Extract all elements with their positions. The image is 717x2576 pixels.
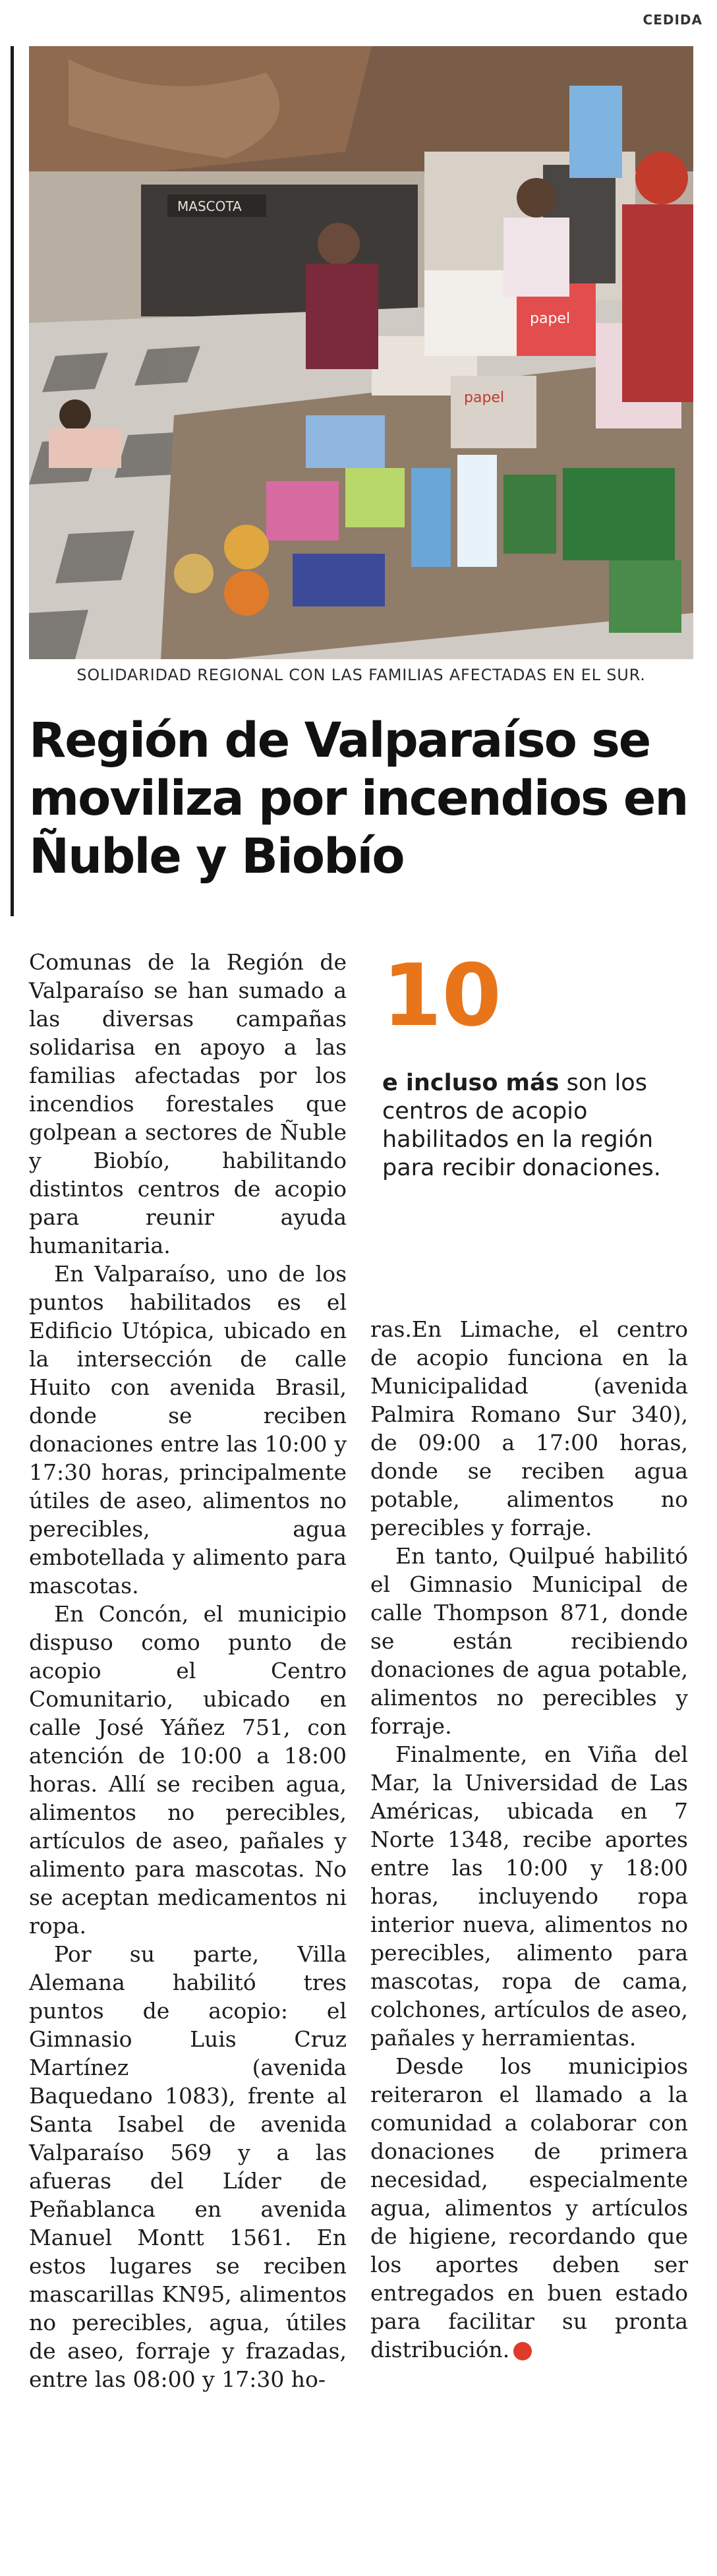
last-paragraph (370, 2052, 688, 2364)
paragraph-text: Desde los municipios reiteraron el llamado a la comunidad a colaborar con donaciones de primera necesidad, especialmente agua, alimentos y artículos de higiene, recordando que los aportes deben ser entregados en buen estado para facilitar su pronta distribución. (370, 2053, 688, 2362)
paragraph: Por su parte, Villa Alemana habilitó tres puntos de acopio: el Gimnasio Luis Cruz Martínez (avenida Baquedano 1083), frente al Santa Isabel de avenida Valparaíso 569 y a las afueras del Líder de Peñablanca en avenida Manuel Montt 1561. En estos lugares se reciben mascarillas KN95, alimentos no perecibles, agua, útiles de aseo, forraje y frazadas, entre las 08:00 y 17:30 ho- (29, 1941, 347, 2392)
column-rule (11, 46, 14, 916)
stat-text: son los centros de acopio habilitados en la región para recibir donaciones. (382, 1070, 661, 1181)
donation-center-illustration (29, 46, 693, 659)
paragraph: En Valparaíso, uno de los puntos habilitados es el Edificio Utópica, ubicado en la intersección de calle Huito con avenida Brasil, donde se reciben donaciones entre las 10:00 y 17:30 horas, principalmente útiles de aseo, alimentos no perecibles, agua embotellada y alimento para mascotas. (29, 1261, 347, 1598)
stat-lead: e incluso más (382, 1070, 559, 1096)
end-of-article-icon: ✪ (513, 2342, 532, 2360)
stat-description (382, 1069, 692, 1183)
photo-caption: SOLIDARIDAD REGIONAL CON LAS FAMILIAS AFECTADAS EN EL SUR. (76, 666, 646, 684)
article-column-1 (29, 948, 347, 2393)
paragraph: Comunas de la Región de Valparaíso se han sumado a las diversas campañas solidarisa en apoyo a las familias afectadas por los incendios forestales que golpean a sectores de Ñuble y Biobío, habilitando distintos centros de acopio para reunir ayuda humanitaria. (29, 949, 347, 1258)
mascota-sign: MASCOTA (177, 198, 242, 214)
paragraph: En tanto, Quilpué habilitó el Gimnasio Municipal de calle Thompson 871, donde se están recibiendo donaciones de agua potable, alimentos no perecibles y forraje. (370, 1543, 688, 1739)
stat-number: 10 (382, 945, 502, 1045)
photo-credit: CEDIDA (643, 12, 703, 28)
article-column-2 (370, 1315, 688, 2364)
papel-label: papel (530, 310, 571, 327)
article-photo (29, 46, 693, 659)
papel-label-2: papel (464, 390, 505, 406)
paragraph: ras.En Limache, el centro de acopio funciona en la Municipalidad (avenida Palmira Romano Sur 340), de 09:00 a 17:00 horas, donde se reciben agua potable, alimentos no perecibles y forraje. (370, 1316, 688, 1540)
paragraph: En Concón, el municipio dispuso como punto de acopio el Centro Comunitario, ubicado en calle José Yáñez 751, con atención de 10:00 a 18:00 horas. Allí se reciben agua, alimentos no perecibles, artículos de aseo, pañales y alimento para mascotas. No se aceptan medicamentos ni ropa. (29, 1601, 347, 1939)
headline: Región de Valparaíso se moviliza por incendios en Ñuble y Biobío (29, 713, 688, 885)
paragraph: Finalmente, en Viña del Mar, la Universidad de Las Américas, ubicada en 7 Norte 1348, recibe aportes entre las 10:00 y 18:00 horas, incluyendo ropa interior nueva, alimentos no perecibles, alimento para mascotas, ropa de cama, colchones, artículos de aseo, pañales y herramientas. (370, 1742, 688, 2051)
